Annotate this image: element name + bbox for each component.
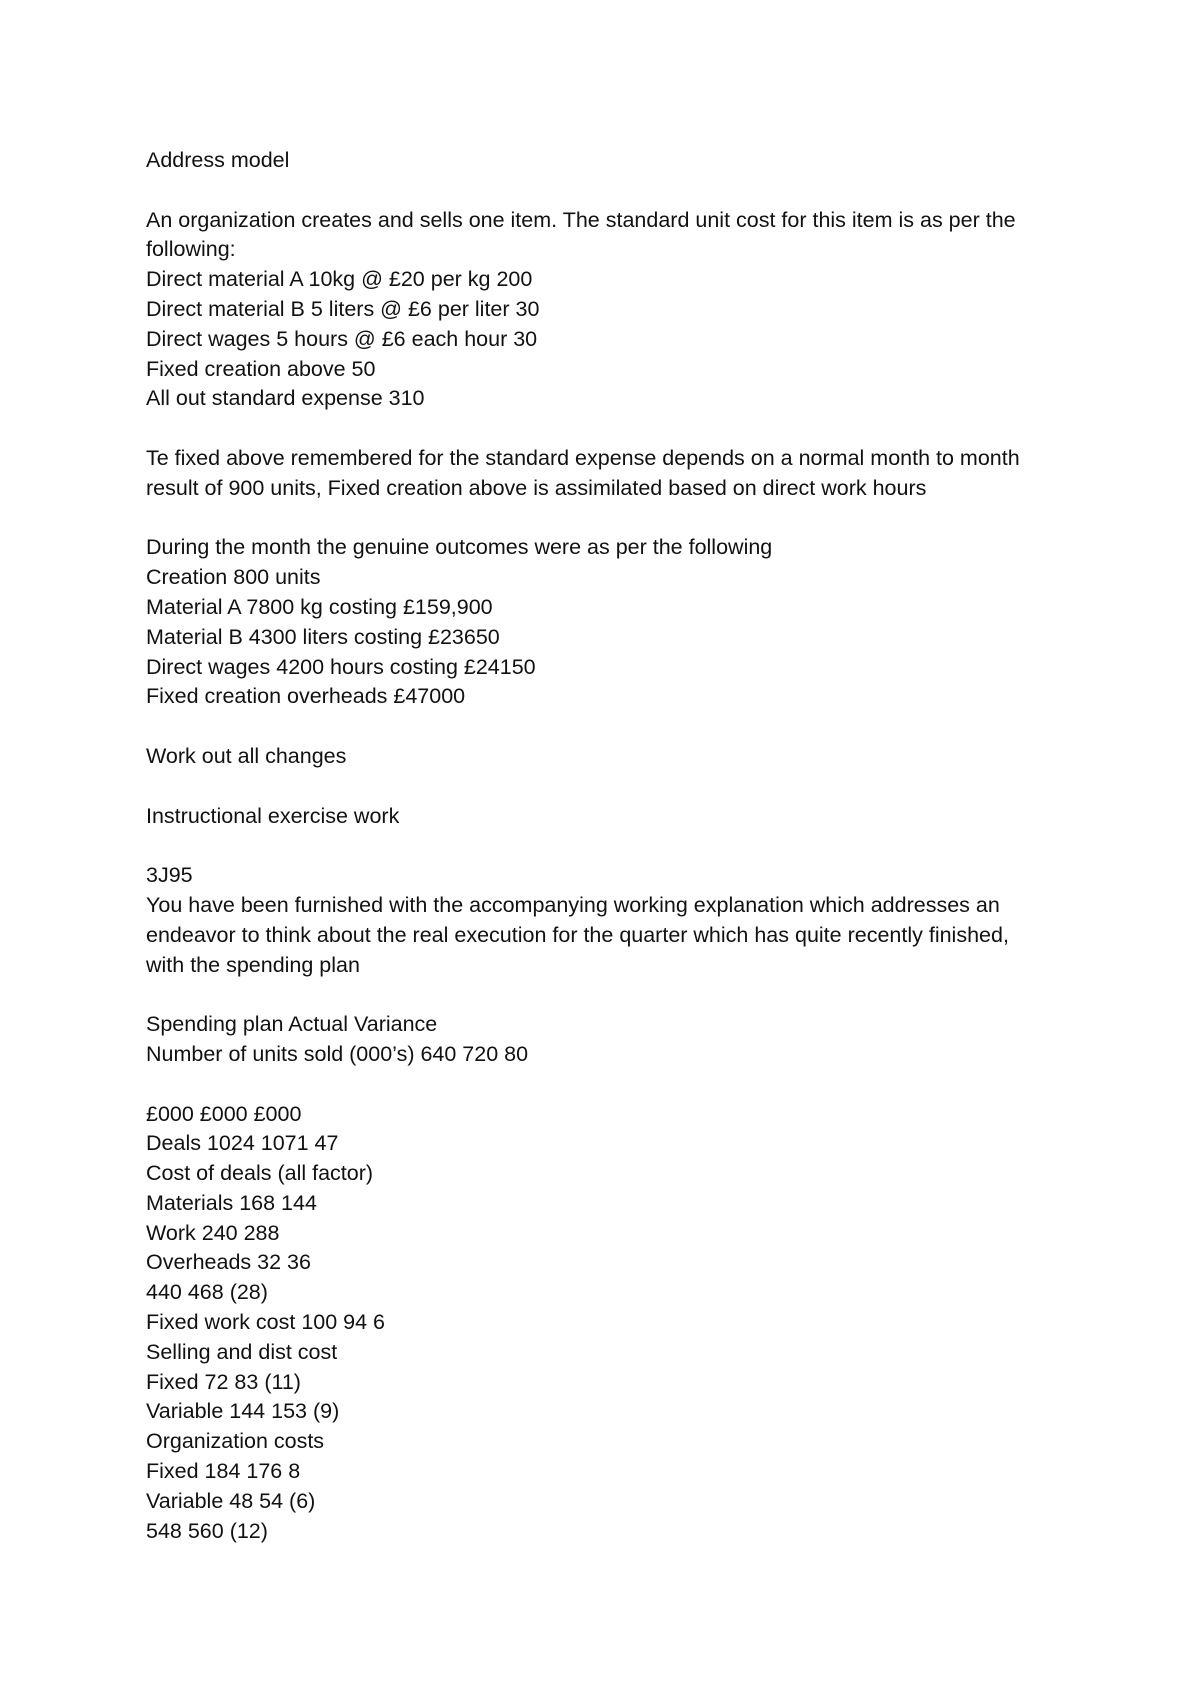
text-line: following: [146,237,236,262]
text-line: endeavor to think about the real execution for the quarter which has quite recently finished, [146,922,1009,947]
document-body [146,146,1086,1546]
text-line: Fixed 72 83 (11) [146,1369,301,1394]
text-line: Variable 144 153 (9) [146,1399,340,1424]
text-line: 3J95 [146,863,193,888]
text-line: Spending plan Actual Variance [146,1012,438,1037]
text-line: Te fixed above remembered for the standard expense depends on a normal month to month [146,445,1020,470]
text-line: During the month the genuine outcomes were as per the following [146,535,773,560]
text-line: Direct wages 4200 hours costing £24150 [146,654,536,679]
text-line: An organization creates and sells one item. The standard unit cost for this item is as per the [146,207,1016,232]
text-line: Direct material B 5 liters @ £6 per liter 30 [146,296,540,321]
text-line: 548 560 (12) [146,1518,268,1543]
paragraph [146,206,1086,415]
paragraph-gap [146,772,1086,802]
text-line: Work 240 288 [146,1220,280,1245]
text-line: You have been furnished with the accompanying working explanation which addresses an [146,892,1000,917]
text-line: Materials 168 144 [146,1190,317,1215]
text-line: Fixed creation overheads £47000 [146,684,466,709]
text-line: Direct wages 5 hours @ £6 each hour 30 [146,326,538,351]
text-line: Material A 7800 kg costing £159,900 [146,594,493,619]
text-line: Variable 48 54 (6) [146,1488,316,1513]
text-line: Organization costs [146,1429,325,1454]
text-line: result of 900 units, Fixed creation above is assimilated based on direct work hours [146,475,927,500]
text-line: Work out all changes [146,743,347,768]
text-line: Fixed creation above 50 [146,356,376,381]
paragraph [146,1100,1086,1547]
paragraph-gap [146,176,1086,206]
text-line: Fixed 184 176 8 [146,1459,301,1484]
paragraph-gap [146,504,1086,534]
document-page [146,146,1086,1546]
text-line: Address model [146,148,290,172]
text-line: 440 468 (28) [146,1280,268,1305]
paragraph [146,1010,1086,1070]
text-line: £000 £000 £000 [146,1101,302,1126]
paragraph-gap [146,831,1086,861]
text-line: Material B 4300 liters costing £23650 [146,624,500,649]
paragraph-gap [146,712,1086,742]
paragraph [146,742,1086,772]
paragraph [146,444,1086,504]
text-line: Overheads 32 36 [146,1250,311,1275]
text-line: Direct material A 10kg @ £20 per kg 200 [146,267,533,292]
paragraph [146,861,1086,980]
text-line: Deals 1024 1071 47 [146,1131,339,1156]
text-line: Cost of deals (all factor) [146,1161,374,1186]
text-line: Number of units sold (000’s) 640 720 80 [146,1041,529,1066]
paragraph-gap [146,980,1086,1010]
paragraph-gap [146,414,1086,444]
text-line: Instructional exercise work [146,803,400,828]
paragraph [146,533,1086,712]
text-line: Selling and dist cost [146,1339,338,1364]
paragraph [146,802,1086,832]
text-line: All out standard expense 310 [146,386,425,411]
paragraph [146,146,1086,176]
text-line: Fixed work cost 100 94 6 [146,1310,386,1335]
text-line: Creation 800 units [146,565,321,590]
text-line: with the spending plan [146,952,360,977]
paragraph-gap [146,1070,1086,1100]
